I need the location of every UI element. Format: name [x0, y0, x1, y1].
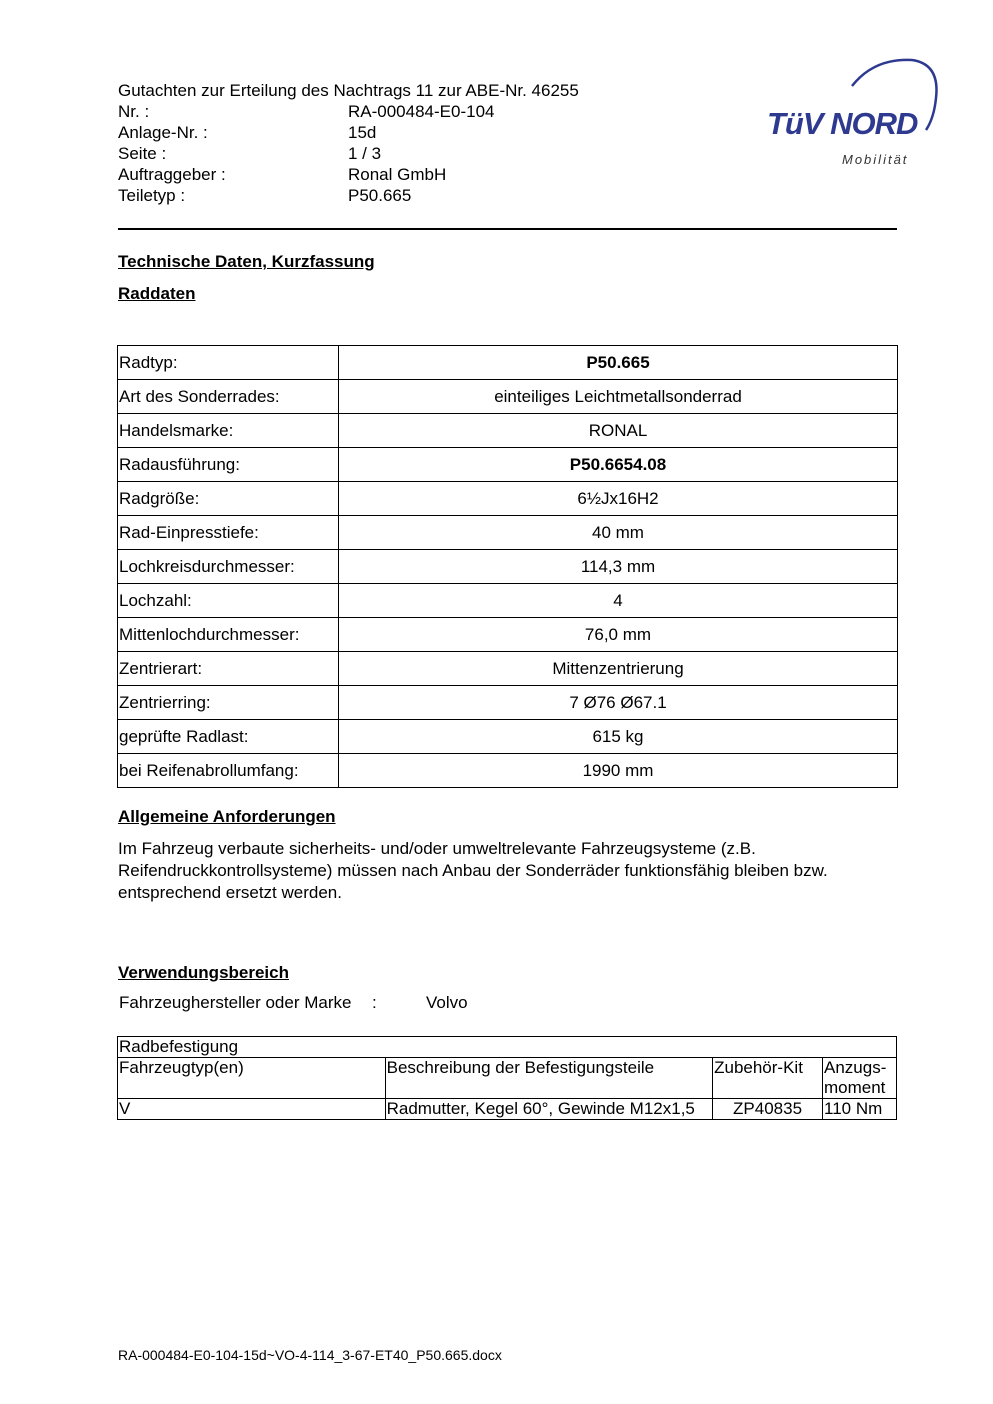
vehicle-maker-line: [119, 993, 468, 1013]
wheel-data-row: [118, 380, 898, 414]
meta-label: Teiletyp :: [118, 186, 186, 205]
fixing-cell: Radmutter, Kegel 60°, Gewinde M12x1,5: [385, 1099, 712, 1120]
meta-value: 15d: [348, 123, 377, 142]
meta-label: Anlage-Nr. :: [118, 123, 208, 142]
meta-row: [118, 185, 579, 206]
meta-value: Ronal GmbH: [348, 165, 447, 184]
tuv-nord-logo: [764, 56, 944, 176]
wheel-data-label: Zentrierring:: [118, 686, 339, 720]
meta-row: [118, 143, 579, 164]
wheel-data-row: [118, 618, 898, 652]
wheel-data-row: [118, 584, 898, 618]
meta-value: P50.665: [348, 186, 412, 205]
fixing-column-header: Fahrzeugtyp(en): [118, 1058, 386, 1099]
wheel-data-label: Art des Sonderrades:: [118, 380, 339, 414]
wheel-data-value: 615 kg: [339, 720, 898, 754]
footer-filename: RA-000484-E0-104-15d~VO-4-114_3-67-ET40_P50.665.docx: [118, 1347, 502, 1363]
fixing-column-header: Beschreibung der Befestigungsteile: [385, 1058, 712, 1099]
wheel-data-row: [118, 448, 898, 482]
wheel-data-label: bei Reifenabrollumfang:: [118, 754, 339, 788]
wheel-data-row: [118, 652, 898, 686]
wheel-fixing-table: [117, 1036, 897, 1120]
wheel-data-value: 40 mm: [339, 516, 898, 550]
wheel-data-row: [118, 414, 898, 448]
wheel-data-value: 6½Jx16H2: [339, 482, 898, 516]
fixing-cell: ZP40835: [713, 1099, 823, 1120]
fixing-column-header: Anzugs-moment: [823, 1058, 897, 1099]
fixing-title: Radbefestigung: [118, 1037, 897, 1058]
requirements-paragraph: Im Fahrzeug verbaute sicherheits- und/oder umweltrelevante Fahrzeugsysteme (z.B. Reifendruckkontrollsysteme) müssen nach Anbau der Sonderräder funktionsfähig bleiben bzw. entsprechend ersetzt werden.: [118, 839, 828, 902]
fixing-header-row: [118, 1058, 897, 1099]
wheel-data-row: [118, 754, 898, 788]
header-meta: [118, 101, 579, 206]
wheel-data-value: 76,0 mm: [339, 618, 898, 652]
wheel-data-label: Zentrierart:: [118, 652, 339, 686]
meta-label: Seite :: [118, 144, 167, 163]
document-title: Gutachten zur Erteilung des Nachtrags 11 zur ABE-Nr. 46255: [118, 81, 579, 100]
fixing-cell: V: [118, 1099, 386, 1120]
meta-label: Nr. :: [118, 102, 150, 121]
wheel-data-value: einteiliges Leichtmetallsonderrad: [339, 380, 898, 414]
heading-general-requirements: Allgemeine Anforderungen: [118, 807, 336, 826]
wheel-data-row: [118, 550, 898, 584]
wheel-data-value: Mittenzentrierung: [339, 652, 898, 686]
wheel-data-label: Handelsmarke:: [118, 414, 339, 448]
header-divider: [118, 228, 897, 230]
wheel-data-value: 1990 mm: [339, 754, 898, 788]
wheel-data-value: P50.665: [339, 346, 898, 380]
meta-label: Auftraggeber :: [118, 165, 226, 184]
maker-value: Volvo: [426, 993, 468, 1012]
fixing-column-header: Zubehör-Kit: [713, 1058, 823, 1099]
meta-row: [118, 164, 579, 185]
wheel-data-label: Radgröße:: [118, 482, 339, 516]
wheel-data-row: [118, 516, 898, 550]
logo-subtitle: Mobilität: [842, 152, 909, 167]
fixing-row: [118, 1099, 897, 1120]
wheel-data-value: 4: [339, 584, 898, 618]
wheel-data-value: 114,3 mm: [339, 550, 898, 584]
fixing-title-row: [118, 1037, 897, 1058]
wheel-data-value: RONAL: [339, 414, 898, 448]
wheel-data-label: Lochkreisdurchmesser:: [118, 550, 339, 584]
logo-text: TüV NORD: [767, 106, 918, 141]
wheel-data-label: Lochzahl:: [118, 584, 339, 618]
meta-row: [118, 101, 579, 122]
wheel-data-label: Rad-Einpresstiefe:: [118, 516, 339, 550]
maker-label: Fahrzeughersteller oder Marke: [119, 993, 352, 1012]
meta-row: [118, 122, 579, 143]
wheel-data-row: [118, 686, 898, 720]
wheel-data-label: geprüfte Radlast:: [118, 720, 339, 754]
heading-wheel-data: Raddaten: [118, 284, 196, 303]
heading-technical-data: Technische Daten, Kurzfassung: [118, 252, 375, 271]
wheel-data-label: Radausführung:: [118, 448, 339, 482]
wheel-data-value: 7 Ø76 Ø67.1: [339, 686, 898, 720]
heading-usage-area: Verwendungsbereich: [118, 963, 289, 982]
wheel-data-label: Radtyp:: [118, 346, 339, 380]
wheel-data-table: [117, 345, 898, 788]
wheel-data-value: P50.6654.08: [339, 448, 898, 482]
wheel-data-row: [118, 482, 898, 516]
wheel-data-label: Mittenlochdurchmesser:: [118, 618, 339, 652]
wheel-data-row: [118, 346, 898, 380]
meta-value: RA-000484-E0-104: [348, 102, 495, 121]
meta-value: 1 / 3: [348, 144, 382, 163]
wheel-data-row: [118, 720, 898, 754]
fixing-cell: 110 Nm: [823, 1099, 897, 1120]
maker-separator: :: [372, 993, 377, 1012]
document-header: [118, 80, 579, 206]
